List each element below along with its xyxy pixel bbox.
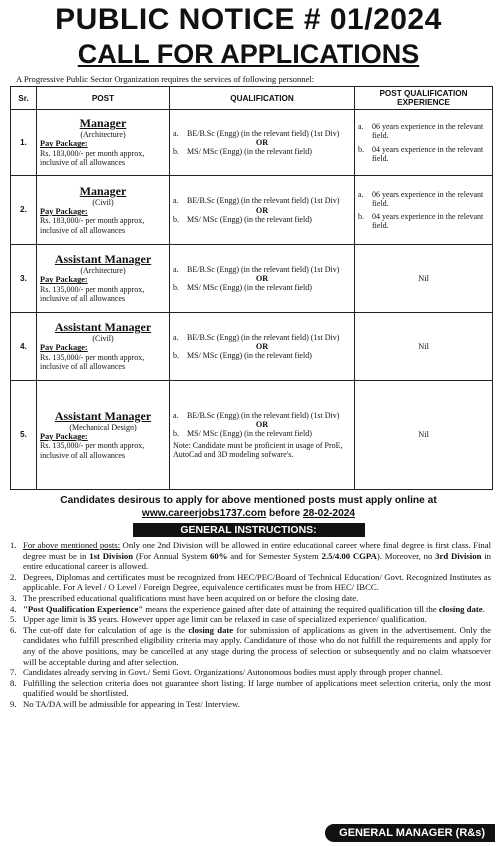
post-discipline: (Civil) bbox=[92, 334, 114, 344]
row-number: 3. bbox=[11, 245, 37, 313]
experience-cell: a. 06 years experience in the relevant field. b. 04 years experience in the relevant field. bbox=[355, 110, 493, 176]
row-number: 2. bbox=[11, 176, 37, 245]
qualification-a: BE/B.Sc (Engg) (in the relevant field) (1st Div) bbox=[187, 196, 340, 206]
table-row bbox=[11, 245, 493, 313]
post-cell bbox=[37, 313, 170, 381]
table-row bbox=[11, 313, 493, 381]
pay-package-value: Rs. 183,000/- per month approx, inclusive of all allowances bbox=[40, 216, 145, 235]
qualification-b: MS/ MSc (Engg) (in the relevant field) bbox=[187, 351, 312, 360]
col-header-post: POST bbox=[37, 87, 170, 110]
instruction-text: Candidates already serving in Govt./ Semi Govt. Organizations/ Autonomous bodies must apply through proper channel. bbox=[23, 667, 443, 678]
qualification-a: BE/B.Sc (Engg) (in the relevant field) (1st Div) bbox=[187, 128, 340, 138]
experience-cell bbox=[355, 381, 493, 490]
or-label: OR bbox=[255, 274, 269, 283]
experience-nil: Nil bbox=[418, 340, 429, 351]
or-label: OR bbox=[255, 138, 269, 147]
pay-package-label: Pay Package: bbox=[40, 206, 88, 216]
experience-b: 04 years experience in the relevant field. bbox=[372, 212, 484, 231]
qualification-b: MS/ MSc (Engg) (in the relevant field) bbox=[187, 428, 312, 438]
instruction-item bbox=[10, 604, 491, 615]
qualification-a: BE/B.Sc (Engg) (in the relevant field) (1st Div) bbox=[187, 332, 340, 342]
qualification-cell: a. BE/B.Sc (Engg) (in the relevant field) (1st Div) OR b. MS/ MSc (Engg) (in the relevant field) bbox=[170, 176, 355, 245]
qualification-a: BE/B.Sc (Engg) (in the relevant field) (1st Div) bbox=[187, 264, 340, 274]
experience-nil: Nil bbox=[418, 272, 429, 283]
apply-website-link[interactable]: www.careerjobs1737.com bbox=[141, 508, 267, 519]
row-number: 5. bbox=[11, 381, 37, 490]
qualification-cell: a. BE/B.Sc (Engg) (in the relevant field) (1st Div) OR b. MS/ MSc (Engg) (in the relevant field) bbox=[170, 110, 355, 176]
instruction-item bbox=[10, 614, 491, 625]
instruction-text: "Post Qualification Experience" means the experience gained after date of attaining the required qualification till the closing date. bbox=[23, 603, 485, 614]
instruction-number: 3. bbox=[10, 592, 17, 603]
table-row bbox=[11, 176, 493, 245]
qualification-a: BE/B.Sc (Engg) (in the relevant field) (1st Div) bbox=[187, 410, 340, 420]
intro-text: A Progressive Public Sector Organization requires the services of following personnel: bbox=[16, 74, 315, 84]
col-header-qualification: QUALIFICATION bbox=[170, 87, 355, 110]
pay-package-value: Rs. 135,000/- per month approx, inclusive of all allowances bbox=[40, 352, 145, 372]
instruction-item bbox=[10, 572, 491, 593]
apply-notice bbox=[6, 494, 491, 520]
table-row bbox=[11, 110, 493, 176]
qualification-cell: a. BE/B.Sc (Engg) (in the relevant field) (1st Div) OR b. MS/ MSc (Engg) (in the relevant field) bbox=[170, 313, 355, 381]
pay-package-label: Pay Package: bbox=[40, 275, 88, 285]
instruction-number: 5. bbox=[10, 614, 17, 625]
experience-cell bbox=[355, 245, 493, 313]
pay-package-label: Pay Package: bbox=[40, 343, 88, 353]
qualification-cell: a. BE/B.Sc (Engg) (in the relevant field) (1st Div) OR b. MS/ MSc (Engg) (in the relevant field) bbox=[170, 245, 355, 313]
pay-package-value: Rs. 135,000/- per month approx, inclusive of all allowances bbox=[40, 284, 145, 304]
instruction-number: 8. bbox=[10, 677, 17, 688]
instructions-list bbox=[10, 540, 491, 710]
instruction-text: Degrees, Diplomas and certificates must be recognized from HEC/PEC/Board of Technical Education/ Govt. Recognized Institutes as applicable. For A level / O Level / Foreign Degree, equivalence certificates must be from HEC/ IBCC. bbox=[23, 571, 491, 593]
qualification-b: MS/ MSc (Engg) (in the relevant field) bbox=[187, 147, 312, 156]
post-cell bbox=[37, 245, 170, 313]
experience-cell bbox=[355, 313, 493, 381]
instruction-item bbox=[10, 593, 491, 604]
post-discipline: (Civil) bbox=[92, 197, 114, 207]
notice-page bbox=[0, 3, 497, 846]
page-title: CALL FOR APPLICATIONS bbox=[77, 39, 420, 69]
apply-line: Candidates desirous to apply for above mentioned posts must apply online at bbox=[60, 495, 437, 506]
closing-date: 28-02-2024 bbox=[302, 508, 356, 519]
posts-table bbox=[10, 86, 493, 490]
instruction-text: No TA/DA will be admissible for appearing in Test/ Interview. bbox=[23, 698, 240, 709]
or-label: OR bbox=[255, 419, 269, 429]
instruction-number: 7. bbox=[10, 667, 17, 678]
signatory-badge: GENERAL MANAGER (R&s) bbox=[325, 824, 495, 842]
instruction-item bbox=[10, 678, 491, 699]
row-number: 1. bbox=[11, 110, 37, 176]
table-row bbox=[11, 381, 493, 490]
row-number: 4. bbox=[11, 313, 37, 381]
qualification-note: Note: Candidate must be proficient in usage of ProE, AutoCad and 3D modeling sofware's. bbox=[173, 441, 343, 460]
instruction-text: Fulfilling the selection criteria does not guarantee short listing. If large number of applications meet selection criteria, only the most qualified would be shortlisted. bbox=[23, 677, 491, 699]
instruction-text: The prescribed educational qualifications must have been acquired on or before the closing date. bbox=[23, 592, 359, 603]
instruction-item bbox=[10, 540, 491, 572]
post-discipline: (Architecture) bbox=[80, 266, 126, 276]
pay-package-label: Pay Package: bbox=[40, 139, 88, 149]
post-discipline: (Mechanical Design) bbox=[69, 422, 137, 432]
experience-nil: Nil bbox=[418, 429, 429, 440]
instructions-title: GENERAL INSTRUCTIONS: bbox=[133, 523, 365, 537]
instruction-number: 2. bbox=[10, 571, 17, 582]
instruction-item bbox=[10, 667, 491, 678]
pay-package-value: Rs. 135,000/- per month approx, inclusive of all allowances bbox=[40, 441, 145, 460]
instruction-number: 9. bbox=[10, 698, 17, 709]
post-title: Assistant Manager bbox=[54, 320, 152, 335]
instruction-item bbox=[10, 625, 491, 667]
post-title: Manager bbox=[79, 183, 127, 198]
instruction-text: Upper age limit is 35 years. However upper age limit can be relaxed in case of specialized experience/ qualification. bbox=[23, 614, 427, 625]
apply-before-word: before bbox=[268, 508, 301, 519]
post-title: Manager bbox=[79, 116, 127, 131]
instruction-item bbox=[10, 699, 491, 710]
post-discipline: (Architecture) bbox=[80, 130, 126, 140]
col-header-experience: POST QUALIFICATION EXPERIENCE bbox=[355, 87, 493, 110]
instruction-number: 4. bbox=[10, 603, 17, 614]
pay-package-label: Pay Package: bbox=[40, 431, 88, 441]
or-label: OR bbox=[255, 342, 269, 351]
instruction-text: For above mentioned posts: Only one 2nd Division will be allowed in entire educational career where final degree is first class. Final degree must be in 1st Division (For Annual System 60% and for Semester System 2.5/4.00 CGPA). Moreover, no 3rd Division in entire educational career is allowed. bbox=[23, 540, 492, 572]
experience-b: 04 years experience in the relevant field. bbox=[372, 144, 484, 163]
post-cell bbox=[37, 381, 170, 490]
experience-a: 06 years experience in the relevant field. bbox=[372, 189, 484, 208]
instruction-number: 1. bbox=[10, 540, 17, 550]
qualification-b: MS/ MSc (Engg) (in the relevant field) bbox=[187, 214, 312, 224]
post-title: Assistant Manager bbox=[54, 408, 152, 423]
col-header-sr: Sr. bbox=[11, 87, 37, 110]
table-header-row bbox=[11, 87, 493, 110]
post-cell bbox=[37, 110, 170, 176]
qualification-cell: a. BE/B.Sc (Engg) (in the relevant field) (1st Div) OR b. MS/ MSc (Engg) (in the relevant field) Note: Candidate must be proficient in usage of ProE, AutoCad and 3D modeling sofware's. bbox=[170, 381, 355, 490]
notice-number: PUBLIC NOTICE # 01/2024 bbox=[55, 3, 442, 36]
instruction-text: The cut-off date for calculation of age is the closing date for submission of applications as given in the advertisement. Only the candidates who fulfill prescribed eligibility criteria may apply. Candidature of those who do not fulfill the requirements and apply for any of the above positions, may be cancelled at any stage during the process of selection or subsequently and no claim whatsoever will be acceptable during and after selection. bbox=[23, 624, 491, 667]
instruction-number: 6. bbox=[10, 624, 17, 635]
experience-a: 06 years experience in the relevant field. bbox=[372, 122, 484, 141]
post-title: Assistant Manager bbox=[54, 252, 152, 267]
qualification-b: MS/ MSc (Engg) (in the relevant field) bbox=[187, 283, 312, 292]
pay-package-value: Rs. 183,000/- per month approx, inclusive of all allowances bbox=[40, 148, 145, 168]
or-label: OR bbox=[255, 205, 269, 215]
post-cell bbox=[37, 176, 170, 245]
experience-cell: a. 06 years experience in the relevant field. b. 04 years experience in the relevant field. bbox=[355, 176, 493, 245]
